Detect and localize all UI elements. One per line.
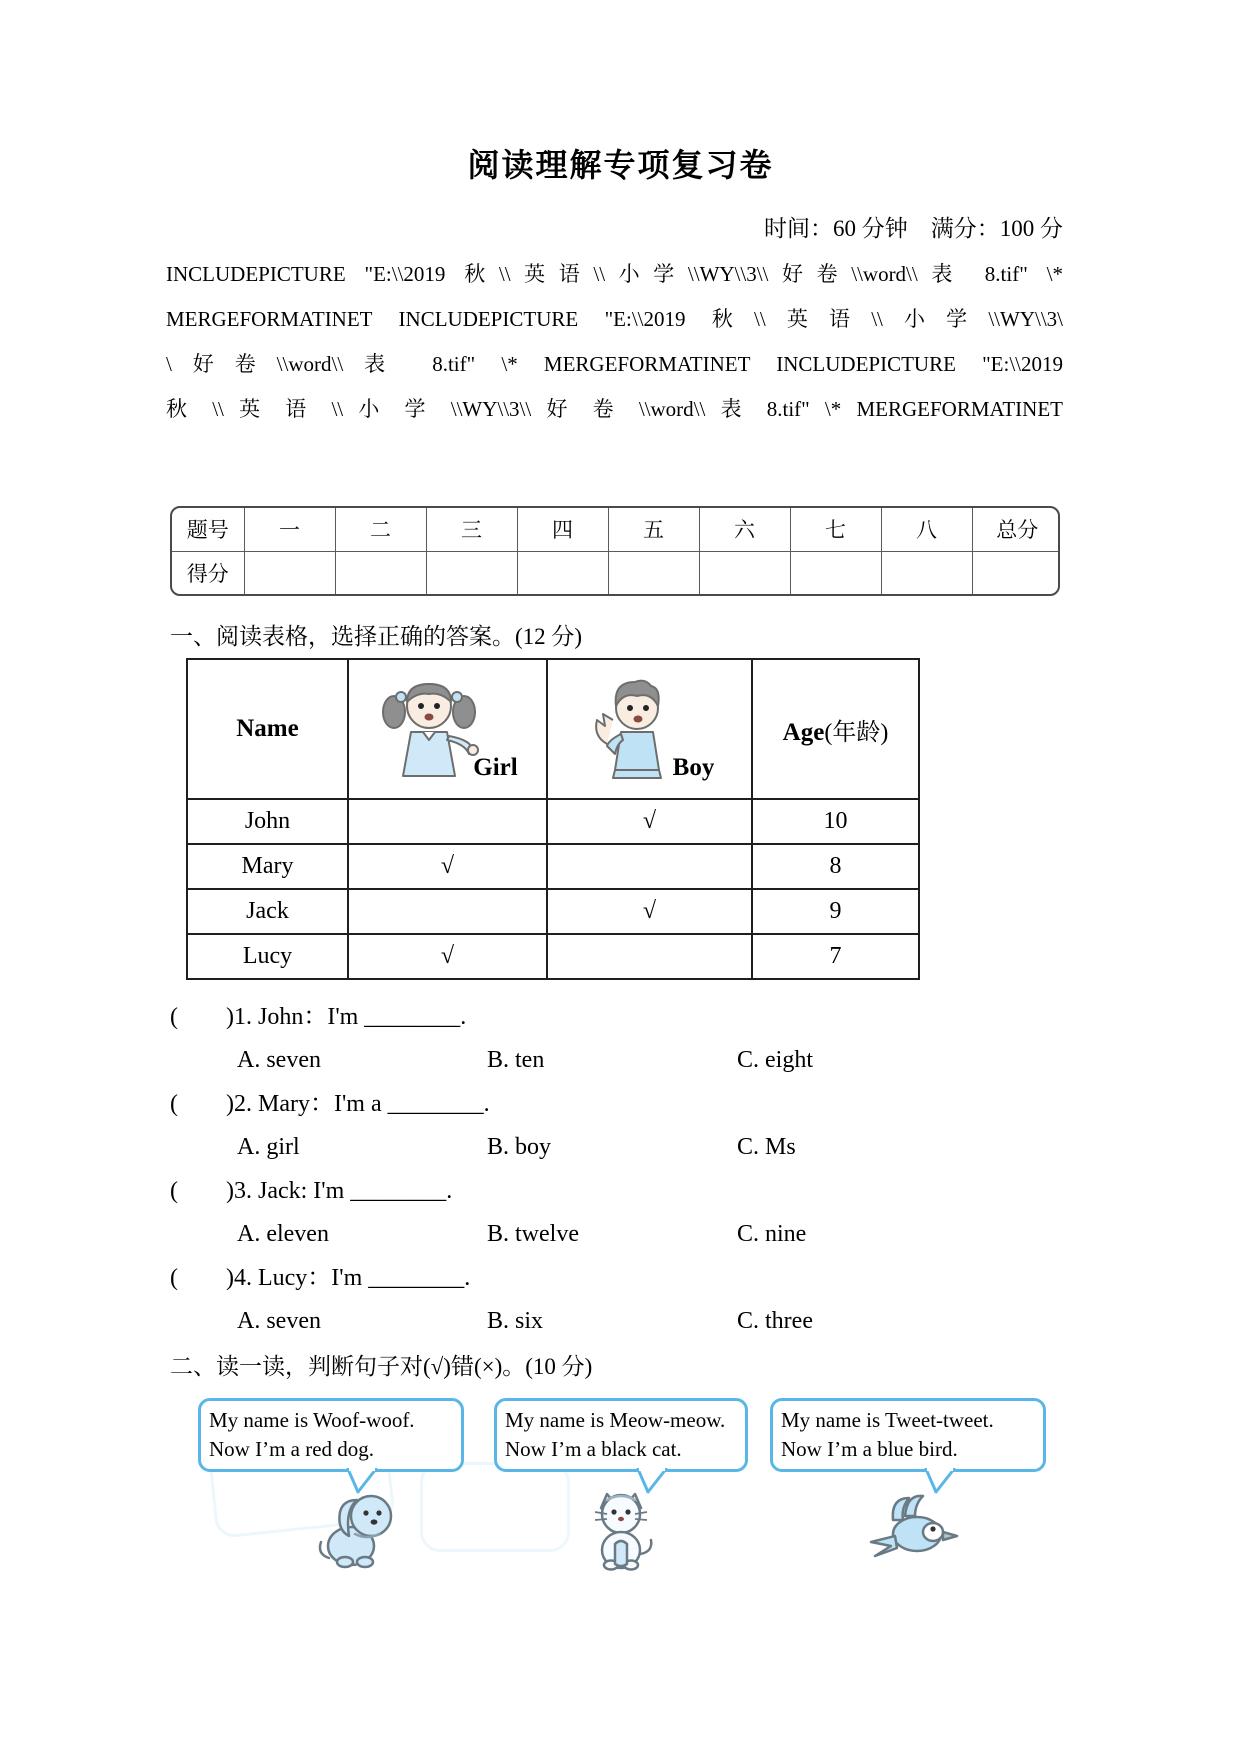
girl-icon — [377, 674, 481, 784]
question-4 — [170, 1256, 1070, 1343]
question-stem: ( )1. John：I'm ________. — [170, 1004, 467, 1030]
bubble-text — [494, 1398, 748, 1472]
page-title: 阅读理解专项复习卷 — [467, 146, 774, 184]
cat-icon — [581, 1488, 661, 1572]
question-stem: ( )4. Lucy：I'm ________. — [170, 1265, 471, 1291]
boy-check-cell — [547, 934, 752, 979]
age-cell: 9 — [752, 889, 919, 934]
option-c: C. eight — [737, 1047, 813, 1073]
score-header-cell: 三 — [426, 508, 517, 551]
bubble-text — [770, 1398, 1046, 1472]
bubble-line-1: My name is Tweet-tweet. — [781, 1408, 994, 1432]
score-header-cell: 七 — [790, 508, 881, 551]
question-options — [170, 1213, 1070, 1256]
girl-check-cell — [348, 889, 547, 934]
name-cell: Lucy — [187, 934, 348, 979]
name-cell: Jack — [187, 889, 348, 934]
speech-bubble-bird — [770, 1398, 1046, 1564]
question-2 — [170, 1082, 1070, 1169]
boy-check-cell: √ — [547, 799, 752, 844]
girl-check-cell: √ — [348, 934, 547, 979]
score-cell — [972, 551, 1060, 594]
age-cell: 10 — [752, 799, 919, 844]
speech-bubble-cat — [494, 1398, 748, 1572]
name-cell: John — [187, 799, 348, 844]
boy-icon — [585, 674, 681, 784]
score-cell — [608, 551, 699, 594]
age-cell: 8 — [752, 844, 919, 889]
option-a: A. girl — [237, 1134, 300, 1160]
question-stem: ( )3. Jack: I'm ________. — [170, 1178, 453, 1204]
bubble-line-1: My name is Woof-woof. — [209, 1408, 415, 1432]
score-header-cell: 四 — [517, 508, 608, 551]
question-list — [170, 995, 1070, 1343]
bubble-line-1: My name is Meow-meow. — [505, 1408, 726, 1432]
score-header-cell: 六 — [699, 508, 790, 551]
score-cell — [517, 551, 608, 594]
field-code-line-4: 秋 \\ 英 语 \\ 小 学 \\WY\\3\\ 好 卷 \\word\\ 表 8.tif" \* MERGEFORMATINET — [166, 397, 1063, 421]
table-row-jack — [187, 889, 919, 934]
age-column-header-note: (年龄) — [824, 719, 889, 746]
score-cell — [881, 551, 972, 594]
question-3 — [170, 1169, 1070, 1256]
section1-heading: 一、阅读表格，选择正确的答案。(12 分) — [170, 624, 583, 649]
score-header-cell: 五 — [608, 508, 699, 551]
field-code-line-1: INCLUDEPICTURE "E:\\2019 秋\\英语\\小学\\WY\\3\\好卷\\word\\表 8.tif" \* — [166, 262, 1063, 286]
score-cell — [699, 551, 790, 594]
option-a: A. seven — [237, 1308, 321, 1334]
score-header-cell: 题号 — [172, 508, 244, 551]
option-c: C. nine — [737, 1221, 807, 1247]
boy-column-label: Boy — [672, 754, 715, 781]
section2-heading: 二、读一读，判断句子对(√)错(×)。(10 分) — [170, 1354, 593, 1379]
boy-check-cell — [547, 844, 752, 889]
name-cell: Mary — [187, 844, 348, 889]
boy-check-cell: √ — [547, 889, 752, 934]
bubble-line-2: Now I’m a red dog. — [209, 1437, 375, 1461]
bubble-line-2: Now I’m a black cat. — [505, 1437, 682, 1461]
score-value-row — [172, 551, 1060, 594]
option-b: B. twelve — [487, 1221, 579, 1247]
field-code-paragraph — [166, 252, 1063, 432]
bird-icon — [861, 1488, 965, 1564]
option-c: C. Ms — [737, 1134, 796, 1160]
info-table-header-row — [187, 659, 919, 799]
question-options — [170, 1126, 1070, 1169]
score-cell — [244, 551, 335, 594]
name-column-header: Name — [236, 715, 299, 742]
score-table — [170, 506, 1060, 596]
dog-icon — [313, 1488, 405, 1570]
speech-bubble-dog — [198, 1398, 464, 1570]
field-code-line-2: MERGEFORMATINET INCLUDEPICTURE "E:\\2019 秋\\英语\\小学\\WY\\3\ — [166, 307, 1063, 331]
option-a: A. seven — [237, 1047, 321, 1073]
table-row-mary — [187, 844, 919, 889]
score-header-cell: 二 — [335, 508, 426, 551]
score-header-cell: 总分 — [972, 508, 1060, 551]
score-header-cell: 八 — [881, 508, 972, 551]
girl-column-label: Girl — [473, 754, 518, 781]
bubble-text — [198, 1398, 464, 1472]
option-b: B. ten — [487, 1047, 545, 1073]
score-row-label: 得分 — [172, 551, 244, 594]
table-row-john — [187, 799, 919, 844]
score-cell — [790, 551, 881, 594]
option-b: B. six — [487, 1308, 544, 1334]
question-stem: ( )2. Mary：I'm a ________. — [170, 1091, 490, 1117]
info-table — [186, 658, 920, 980]
question-options — [170, 1039, 1070, 1082]
field-code-line-3: \好卷\\word\\表 8.tif" \* MERGEFORMATINET INCLUDEPICTURE "E:\\2019 — [166, 352, 1063, 376]
table-row-lucy — [187, 934, 919, 979]
age-column-header: Age — [782, 718, 825, 746]
exam-meta: 时间：60 分钟 满分：100 分 — [764, 216, 1063, 241]
score-header-cell: 一 — [244, 508, 335, 551]
bubble-line-2: Now I’m a blue bird. — [781, 1437, 958, 1461]
score-header-row — [172, 508, 1060, 551]
option-c: C. three — [737, 1308, 813, 1334]
score-cell — [335, 551, 426, 594]
option-a: A. eleven — [237, 1221, 329, 1247]
age-cell: 7 — [752, 934, 919, 979]
question-1 — [170, 995, 1070, 1082]
girl-check-cell: √ — [348, 844, 547, 889]
question-options — [170, 1300, 1070, 1343]
girl-check-cell — [348, 799, 547, 844]
option-b: B. boy — [487, 1134, 552, 1160]
score-cell — [426, 551, 517, 594]
